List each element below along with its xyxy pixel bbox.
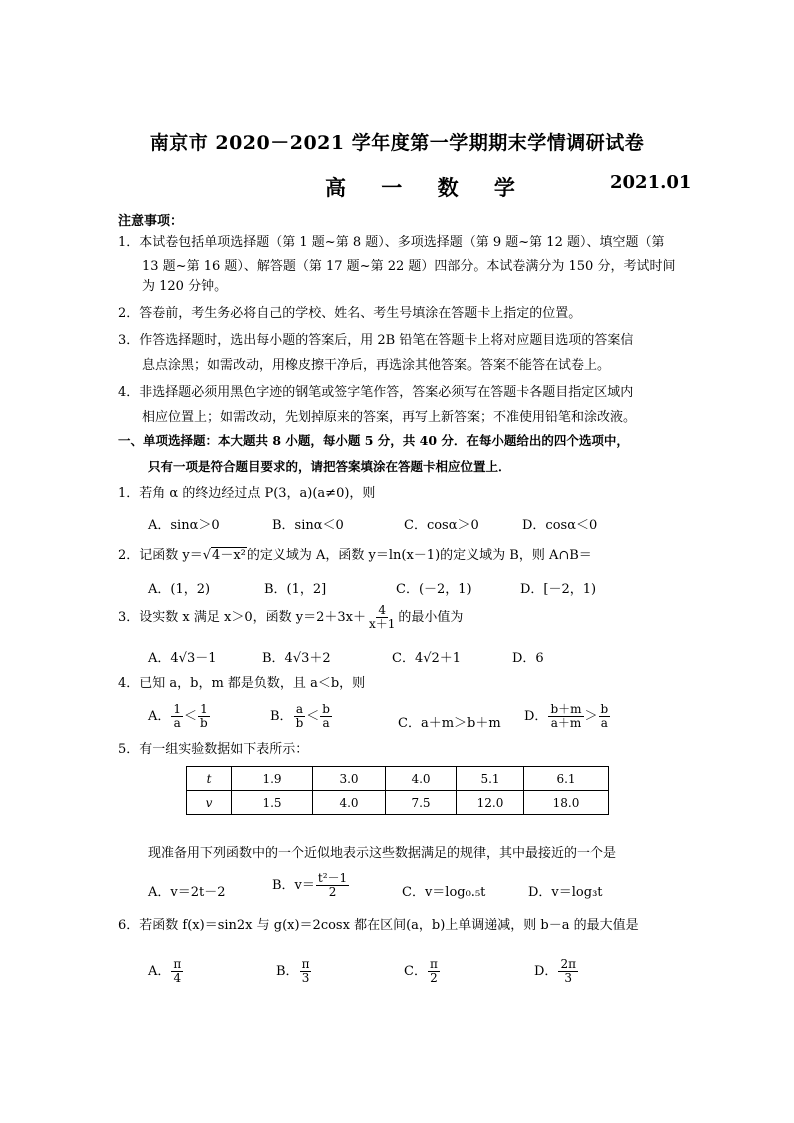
q2-stem-post: 的定义域为 A，函数 y＝ln(x－1)的定义域为 B，则 A∩B＝: [246, 548, 592, 563]
note-3-line-1: 3．作答选择题时，选出每小题的答案后，用 2B 铅笔在答题卡上将对应题目选项的答案信: [118, 333, 634, 348]
q2-option-a: A．(1，2): [148, 582, 211, 597]
notes-heading: 注意事项：: [118, 214, 184, 229]
q4-option-d: D． $\frac{b+m}{a+m}$ ＞ $\frac{b}{a}$: [524, 702, 609, 730]
q3-option-c: C．4√2＋1: [392, 651, 462, 666]
question-6-stem: 6．若函数 f(x)＝sin2x 与 g(x)＝2cosx 都在区间(a，b)上单调递减，则 b－a 的最大值是: [118, 918, 639, 933]
subject-title: 高 一 数 学: [325, 175, 529, 200]
q1-option-c: C．cosα＞0: [404, 518, 479, 533]
q2-option-c: C．(－2，1): [396, 582, 472, 597]
q3-frac-numerator: 4: [378, 603, 386, 617]
question-4-stem: 4．已知 a，b，m 都是负数，且 a＜b，则: [118, 676, 366, 691]
q3-option-d: D．6: [512, 651, 544, 666]
note-1-line-3: 为 120 分钟。: [142, 279, 228, 294]
table-row: v 1.5 4.0 7.5 12.0 18.0: [187, 791, 609, 815]
q2-sqrt-expr: 4－x²: [212, 548, 246, 563]
note-1-line-2: 13 题~第 16 题）、解答题（第 17 题~第 22 题）四部分。本试卷满分为 150 分，考试时间: [142, 259, 676, 274]
question-5-follow: 现准备用下列函数中的一个近似地表示这些数据满足的规律，其中最接近的一个是: [148, 846, 617, 861]
q5-option-b: B．v＝ $\frac{\text{t²－1}}{2}$: [272, 871, 348, 899]
q6-option-b: B． $\frac{\pi}{3}$: [276, 957, 310, 985]
question-3-stem: [118, 604, 463, 631]
note-3-line-2: 息点涂黑；如需改动，用橡皮擦干净后，再选涂其他答案。答案不能答在试卷上。: [142, 358, 611, 373]
question-2-stem: 2．记函数 y＝√4－x²的定义域为 A，函数 y＝ln(x－1)的定义域为 B，则 A∩B＝: [118, 548, 592, 563]
question-5-stem: 5．有一组实验数据如下表所示：: [118, 742, 309, 757]
q2-stem-pre: 2．记函数 y＝: [118, 548, 203, 563]
q6-option-a: A． $\frac{\pi}{4}$: [148, 957, 182, 985]
q5-option-c: C．v＝log₀.₅t: [402, 885, 486, 900]
q4-option-a: A． $\frac{1}{a}$ ＜ $\frac{1}{b}$: [148, 702, 208, 730]
section-heading-line-1: 一、单项选择题：本大题共 8 小题，每小题 5 分，共 40 分．在每小题给出的四个选项中，: [118, 433, 629, 448]
q4-option-b: B． $\frac{a}{b}$ ＜ $\frac{b}{a}$: [270, 702, 330, 730]
section-heading-line-2: 只有一项是符合题目要求的，请把答案填涂在答题卡相应位置上．: [148, 459, 511, 474]
q3-option-b: B．4√3＋2: [262, 651, 331, 666]
q3-option-a: A．4√3－1: [148, 651, 217, 666]
q1-option-d: D．cosα＜0: [522, 518, 598, 533]
exam-date: 2021.01: [610, 172, 692, 193]
q3-stem-post: 的最小值为: [398, 610, 464, 625]
table-row: t 1.9 3.0 4.0 5.1 6.1: [187, 767, 609, 791]
experiment-data-table: [186, 766, 609, 815]
q2-option-d: D．[－2，1): [520, 582, 597, 597]
note-2: 2．答卷前，考生务必将自己的学校、姓名、考生号填涂在答题卡上指定的位置。: [118, 306, 582, 321]
page-title: 南京市 2020－2021 学年度第一学期期末学情调研试卷: [149, 132, 645, 154]
q6-option-c: C． $\frac{\pi}{2}$: [404, 957, 438, 985]
q1-option-a: A．sinα＞0: [148, 518, 220, 533]
note-1-line-1: 1．本试卷包括单项选择题（第 1 题~第 8 题）、多项选择题（第 9 题~第 12 题）、填空题（第: [118, 235, 665, 250]
q4-option-c: C．a＋m＞b＋m: [398, 716, 501, 731]
q3-stem-pre: 3．设实数 x 满足 x＞0，函数 y＝2＋3x＋: [118, 610, 366, 625]
q2-option-b: B．(1，2]: [264, 582, 327, 597]
note-4-line-1: 4．非选择题必须用黑色字迹的钢笔或签字笔作答，答案必须写在答题卡各题目指定区域内: [118, 385, 634, 400]
question-1-stem: 1．若角 α 的终边经过点 P(3，a)(a≠0)，则: [118, 486, 376, 501]
q1-option-b: B．sinα＜0: [272, 518, 344, 533]
q6-option-d: D． $\frac{2\pi}{3}$: [534, 957, 576, 985]
q5-option-d: D．v＝log₃t: [528, 885, 603, 900]
q5-option-a: A．v＝2t－2: [148, 885, 226, 900]
q3-frac-denominator: x＋1: [368, 617, 396, 631]
note-4-line-2: 相应位置上；如需改动，先划掉原来的答案，再写上新答案；不准使用铅笔和涂改液。: [142, 410, 637, 425]
